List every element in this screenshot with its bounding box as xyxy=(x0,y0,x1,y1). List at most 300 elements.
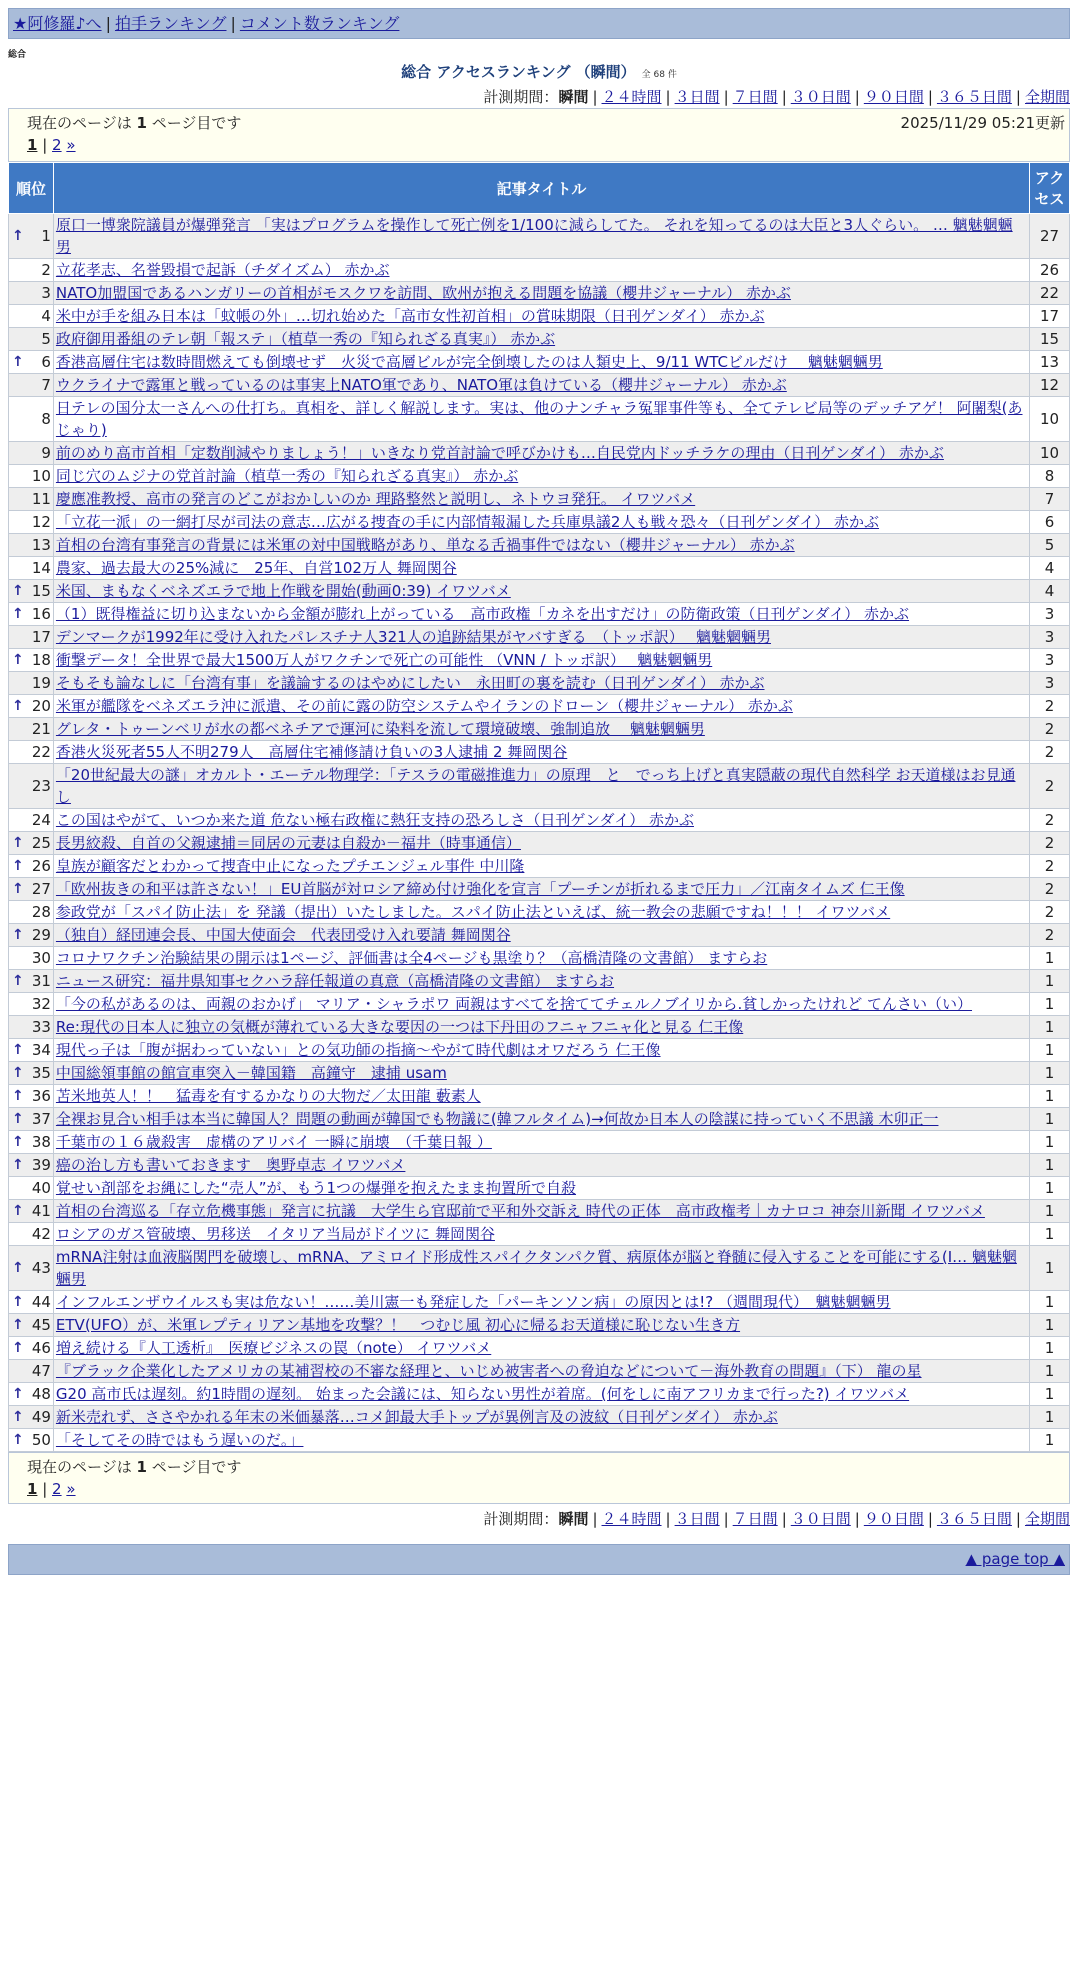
access-count: 3 xyxy=(1030,649,1070,672)
article-title-link[interactable]: mRNA注射は血液脳関門を破壊し、mRNA、アミロイド形成性スパイクタンパク質、病原体が脳と脊髄に侵入することを可能にする(I… 魑魅魍魎男 xyxy=(55,1248,1017,1288)
title-cell xyxy=(53,259,1029,282)
rank-cell xyxy=(9,1406,54,1429)
title-cell xyxy=(53,741,1029,764)
rank-number: 49 xyxy=(31,1408,51,1426)
period-option-link[interactable]: ３６５日間 xyxy=(936,1510,1012,1528)
table-row xyxy=(9,764,1070,809)
access-count: 1 xyxy=(1030,1246,1070,1291)
rank-cell xyxy=(9,442,54,465)
title-cell xyxy=(53,328,1029,351)
rank-number: 31 xyxy=(31,972,51,990)
total-count: 全 68 件 xyxy=(641,70,677,80)
article-title-link[interactable]: 同じ穴のムジナの党首討論（植草一秀の『知られざる真実』） 赤かぶ xyxy=(55,467,519,485)
table-row xyxy=(9,695,1070,718)
article-title-link[interactable]: 米中が手を組み日本は「蚊帳の外」…切れ始めた「高市女性初首相」の賞味期限（日刊ゲンダイ） 赤かぶ xyxy=(55,307,765,325)
rank-number: 14 xyxy=(31,559,51,577)
table-row xyxy=(9,1062,1070,1085)
article-title-link[interactable]: グレタ・トゥーンベリが水の都ベネチアで運河に染料を流して環境破壊、強制追放 魑魅魍魎男 xyxy=(55,720,705,738)
rank-up-arrow-icon: ↑ xyxy=(12,698,24,714)
rank-cell xyxy=(9,465,54,488)
title-cell xyxy=(53,832,1029,855)
rank-cell xyxy=(9,1154,54,1177)
article-title-link[interactable]: ロシアのガス管破壊、男移送 イタリア当局がドイツに 舞岡関谷 xyxy=(55,1225,495,1243)
home-link[interactable]: ★阿修羅♪へ xyxy=(13,14,102,33)
access-count: 2 xyxy=(1030,809,1070,832)
article-title-link[interactable]: 慶應准教授、高市の発言のどこがおかしいのか 理路整然と説明し、ネトウヨ発狂。 イワツバメ xyxy=(55,490,696,508)
article-title-link[interactable]: 覚せい剤部をお縄にした“売人”が、もう1つの爆弾を抱えたまま拘置所で自殺 xyxy=(55,1179,577,1197)
title-cell xyxy=(53,1108,1029,1131)
table-row xyxy=(9,557,1070,580)
title-cell xyxy=(53,764,1029,809)
rank-up-arrow-icon: ↑ xyxy=(12,1203,24,1219)
article-title-link[interactable]: インフルエンザウイルスも実は危ない！……美川憲一も発症した「パーキンソン病」の原因とは!? （週間現代） 魑魅魍魎男 xyxy=(55,1293,891,1311)
title-cell xyxy=(53,1429,1029,1452)
access-count: 2 xyxy=(1030,741,1070,764)
rank-up-arrow-icon: ↑ xyxy=(12,1065,24,1081)
article-title-link[interactable]: 現代っ子は「腹が据わっていない」との気功師の指摘～やがて時代劇はオワだろう 仁王像 xyxy=(55,1041,661,1059)
rank-number: 45 xyxy=(31,1316,51,1334)
access-count: 2 xyxy=(1030,832,1070,855)
title-cell xyxy=(53,557,1029,580)
page-top-link[interactable]: ▲ page top ▲ xyxy=(965,1550,1065,1568)
access-count: 2 xyxy=(1030,924,1070,947)
access-count: 1 xyxy=(1030,1429,1070,1452)
access-count: 27 xyxy=(1030,214,1070,259)
access-count: 1 xyxy=(1030,970,1070,993)
clap-ranking-link[interactable]: 拍手ランキング xyxy=(114,14,227,33)
rank-cell xyxy=(9,282,54,305)
rank-cell xyxy=(9,672,54,695)
rank-number: 7 xyxy=(41,376,51,394)
rank-up-arrow-icon: ↑ xyxy=(12,1409,24,1425)
table-row xyxy=(9,855,1070,878)
access-count: 13 xyxy=(1030,351,1070,374)
title-cell xyxy=(53,1154,1029,1177)
period-selector-top xyxy=(8,86,1070,108)
rank-number: 1 xyxy=(41,227,51,245)
period-separator: | xyxy=(781,88,787,106)
rank-number: 27 xyxy=(31,880,51,898)
title-cell xyxy=(53,511,1029,534)
title-cell xyxy=(53,1016,1029,1039)
access-count: 3 xyxy=(1030,672,1070,695)
period-separator: | xyxy=(854,1510,860,1528)
article-title-link[interactable]: デンマークが1992年に受け入れたパレスチナ人321人の追跡結果がヤバすぎる （トッポ訳） 魑魅魍魎男 xyxy=(55,628,771,646)
article-title-link[interactable]: 「立花一派」の一網打尽が司法の意志…広がる捜査の手に内部情報漏した兵庫県議2人も戦々恐々（日刊ゲンダイ） 赤かぶ xyxy=(55,513,880,531)
table-row xyxy=(9,465,1070,488)
rank-number: 39 xyxy=(31,1156,51,1174)
page-info-bottom xyxy=(8,1452,1070,1504)
page-2-link[interactable]: 2 xyxy=(52,1480,62,1498)
article-title-link[interactable]: この国はやがて、いつか来た道 危ない極右政権に熱狂支持の恐ろしさ（日刊ゲンダイ） 赤かぶ xyxy=(55,811,694,829)
article-title-link[interactable]: 「そしてその時ではもう遅いのだ。」 xyxy=(55,1431,304,1449)
rank-number: 19 xyxy=(31,674,51,692)
title-cell xyxy=(53,282,1029,305)
article-title-link[interactable]: 香港火災死者55人不明279人 高層住宅補修請け負いの3人逮捕 2 舞岡関谷 xyxy=(55,743,568,761)
page-2-link[interactable]: 2 xyxy=(52,136,62,154)
access-count: 7 xyxy=(1030,488,1070,511)
period-selector-bottom xyxy=(8,1508,1070,1530)
rank-number: 6 xyxy=(41,353,51,371)
table-row xyxy=(9,1246,1070,1291)
rank-number: 16 xyxy=(31,605,51,623)
rank-up-arrow-icon: ↑ xyxy=(12,1042,24,1058)
article-title-link[interactable]: 農家、過去最大の25%減に 25年、自営102万人 舞岡関谷 xyxy=(55,559,457,577)
rank-number: 48 xyxy=(31,1385,51,1403)
table-row xyxy=(9,832,1070,855)
title-cell xyxy=(53,1085,1029,1108)
period-option-link[interactable]: ７日間 xyxy=(732,1510,778,1528)
rank-cell xyxy=(9,1177,54,1200)
rank-up-arrow-icon: ↑ xyxy=(12,858,24,874)
title-cell xyxy=(53,1062,1029,1085)
access-count: 8 xyxy=(1030,465,1070,488)
title-cell xyxy=(53,1200,1029,1223)
rank-cell xyxy=(9,878,54,901)
rank-cell xyxy=(9,603,54,626)
table-row xyxy=(9,993,1070,1016)
period-option-link[interactable]: 全期間 xyxy=(1024,88,1070,106)
rank-cell xyxy=(9,1016,54,1039)
title-cell xyxy=(53,970,1029,993)
period-current: 瞬間 xyxy=(558,88,589,106)
bottom-bar xyxy=(8,1544,1070,1575)
article-title-link[interactable]: 前のめり高市首相「定数削減やりましょう！」いきなり党首討論で呼びかけも…自民党内ドッチラケの理由（日刊ゲンダイ） 赤かぶ xyxy=(55,444,944,462)
period-separator: | xyxy=(665,88,671,106)
rank-number: 42 xyxy=(31,1225,51,1243)
title-cell xyxy=(53,580,1029,603)
top-nav-bar xyxy=(8,8,1070,39)
access-count: 22 xyxy=(1030,282,1070,305)
rank-cell xyxy=(9,534,54,557)
article-title-link[interactable]: 政府御用番組のテレ朝「報ステ」（植草一秀の『知られざる真実』） 赤かぶ xyxy=(55,330,556,348)
rank-cell xyxy=(9,305,54,328)
article-title-link[interactable]: 癌の治し方も書いておきます 奥野卓志 イワツバメ xyxy=(55,1156,406,1174)
period-option-link[interactable]: ３６５日間 xyxy=(936,88,1012,106)
table-row xyxy=(9,259,1070,282)
table-row xyxy=(9,1360,1070,1383)
rank-number: 9 xyxy=(41,444,51,462)
title-cell xyxy=(53,809,1029,832)
access-count: 5 xyxy=(1030,534,1070,557)
table-row xyxy=(9,1200,1070,1223)
current-page-text: 現在のページは 1 ページ目です xyxy=(27,114,242,132)
access-count: 1 xyxy=(1030,1360,1070,1383)
col-header-rank: 順位 xyxy=(9,163,54,214)
article-title-link[interactable]: G20 高市氏は遅刻。約1時間の遅刻。 始まった会議には、知らない男性が着席。(何をしに南アフリカまで行った?) イワツバメ xyxy=(55,1385,910,1403)
article-title-link[interactable]: 首相の台湾巡る「存立危機事態」発言に抗議 大学生ら官邸前で平和外交訴え 時代の正体 高市政権考｜カナロコ 神奈川新聞 イワツバメ xyxy=(55,1202,985,1220)
pager: 1 | 2 » xyxy=(27,1480,76,1498)
rank-cell xyxy=(9,901,54,924)
access-count: 1 xyxy=(1030,1154,1070,1177)
rank-number: 28 xyxy=(31,903,51,921)
page-1-current: 1 xyxy=(27,1480,38,1498)
rank-cell xyxy=(9,695,54,718)
article-title-link[interactable]: 中国総領事館の館宣車突入－韓国籍 高鐘守 逮捕 usam xyxy=(55,1064,447,1082)
access-count: 1 xyxy=(1030,1291,1070,1314)
table-row xyxy=(9,1383,1070,1406)
rank-up-arrow-icon: ↑ xyxy=(12,1432,24,1448)
rank-cell xyxy=(9,970,54,993)
article-title-link[interactable]: 増え続ける『人工透析』 医療ビジネスの罠（note） イワツバメ xyxy=(55,1339,492,1357)
table-row xyxy=(9,809,1070,832)
rank-up-arrow-icon: ↑ xyxy=(12,973,24,989)
title-cell xyxy=(53,672,1029,695)
rank-number: 36 xyxy=(31,1087,51,1105)
period-label: 計測期間： xyxy=(483,88,559,106)
rank-number: 32 xyxy=(31,995,51,1013)
rank-cell xyxy=(9,718,54,741)
article-title-link[interactable]: 米軍が艦隊をベネズエラ沖に派遣、その前に露の防空システムやイランのドローン（櫻井ジャーナル） 赤かぶ xyxy=(55,697,793,715)
period-option-link[interactable]: ２４時間 xyxy=(601,88,662,106)
table-row xyxy=(9,718,1070,741)
table-row xyxy=(9,374,1070,397)
period-current: 瞬間 xyxy=(558,1510,589,1528)
updated-timestamp: 2025/11/29 05:21更新 xyxy=(900,114,1065,132)
rank-number: 5 xyxy=(41,330,51,348)
article-title-link[interactable]: ウクライナで露軍と戦っているのは事実上NATO軍であり、NATO軍は負けている（櫻井ジャーナル） 赤かぶ xyxy=(55,376,787,394)
rank-cell xyxy=(9,764,54,809)
access-count: 1 xyxy=(1030,947,1070,970)
rank-number: 41 xyxy=(31,1202,51,1220)
article-title-link[interactable]: 原口一博衆院議員が爆弾発言 「実はプログラムを操作して死亡例を1/100に減らしてた。 それを知ってるのは大臣と3人ぐらい。 … 魑魅魍魎男 xyxy=(55,216,1013,256)
title-cell xyxy=(53,855,1029,878)
period-option-link[interactable]: ３日間 xyxy=(674,88,720,106)
period-separator: | xyxy=(723,1510,729,1528)
rank-cell xyxy=(9,947,54,970)
title-cell xyxy=(53,1131,1029,1154)
title-cell xyxy=(53,1246,1029,1291)
article-title-link[interactable]: 千葉市の１６歳殺害 虚構のアリバイ 一瞬に崩壊 （千葉日報 ） xyxy=(55,1133,492,1151)
article-title-link[interactable]: 立花孝志、名誉毀損で起訴（チダイズム） 赤かぶ xyxy=(55,261,390,279)
title-cell xyxy=(53,993,1029,1016)
period-separator: | xyxy=(854,88,860,106)
article-title-link[interactable]: 「20世紀最大の謎」オカルト・エーテル物理学：「テスラの電磁推進力」の原理 と でっち上げと真実隠蔽の現代自然科学 お天道様はお見通し xyxy=(55,766,1016,806)
rank-up-arrow-icon: ↑ xyxy=(12,652,24,668)
period-separator: | xyxy=(1015,88,1021,106)
article-title-link[interactable]: Re:現代の日本人に独立の気概が薄れている大きな要因の一つは下丹田のフニャフニャ化と見る 仁王像 xyxy=(55,1018,744,1036)
access-count: 1 xyxy=(1030,1223,1070,1246)
rank-number: 25 xyxy=(31,834,51,852)
ranking-table xyxy=(8,162,1070,1452)
article-title-link[interactable]: 「欧州抜きの和平は許さない！」EU首脳が対ロシア締め付け強化を宣言「プーチンが折れるまで圧力」／江南タイムズ 仁王像 xyxy=(55,880,905,898)
access-count: 6 xyxy=(1030,511,1070,534)
table-row xyxy=(9,351,1070,374)
rank-number: 23 xyxy=(31,777,51,795)
title-cell xyxy=(53,1177,1029,1200)
article-title-link[interactable]: ETV(UFO）が、米軍レプティリアン基地を攻撃？！ つむじ風 初心に帰るお天道様に恥じない生き方 xyxy=(55,1316,741,1334)
table-row xyxy=(9,580,1070,603)
period-option-link[interactable]: ３０日間 xyxy=(790,88,851,106)
article-title-link[interactable]: ニュース研究：福井県知事セクハラ辞任報道の真意（高橋清隆の文書館） ますらお xyxy=(55,972,615,990)
period-separator: | xyxy=(781,1510,787,1528)
rank-number: 4 xyxy=(41,307,51,325)
period-separator: | xyxy=(723,88,729,106)
rank-up-arrow-icon: ↑ xyxy=(12,228,24,244)
table-row xyxy=(9,305,1070,328)
rank-up-arrow-icon: ↑ xyxy=(12,1134,24,1150)
rank-number: 3 xyxy=(41,284,51,302)
rank-cell xyxy=(9,1246,54,1291)
comment-ranking-link[interactable]: コメント数ランキング xyxy=(239,14,400,33)
article-title-link[interactable]: 首相の台湾有事発言の背景には米軍の対中国戦略があり、単なる舌禍事件ではない（櫻井ジャーナル） 赤かぶ xyxy=(55,536,795,554)
rank-cell xyxy=(9,993,54,1016)
rank-up-arrow-icon: ↑ xyxy=(12,1111,24,1127)
access-count: 2 xyxy=(1030,718,1070,741)
period-option-link[interactable]: ９０日間 xyxy=(863,1510,924,1528)
rank-number: 38 xyxy=(31,1133,51,1151)
table-row xyxy=(9,672,1070,695)
rank-number: 40 xyxy=(31,1179,51,1197)
rank-cell xyxy=(9,488,54,511)
access-count: 1 xyxy=(1030,1383,1070,1406)
rank-number: 10 xyxy=(31,467,51,485)
rank-up-arrow-icon: ↑ xyxy=(12,881,24,897)
access-count: 1 xyxy=(1030,1062,1070,1085)
rank-number: 50 xyxy=(31,1431,51,1449)
title-cell xyxy=(53,878,1029,901)
rank-number: 21 xyxy=(31,720,51,738)
period-separator: | xyxy=(665,1510,671,1528)
category-label: 総合 xyxy=(8,50,27,60)
table-row xyxy=(9,534,1070,557)
title-cell xyxy=(53,649,1029,672)
access-count: 1 xyxy=(1030,1108,1070,1131)
table-row xyxy=(9,1291,1070,1314)
page-title xyxy=(8,61,1070,82)
period-option-link[interactable]: ３０日間 xyxy=(790,1510,851,1528)
period-option-link[interactable]: ７日間 xyxy=(732,88,778,106)
rank-number: 17 xyxy=(31,628,51,646)
article-title-link[interactable]: 全裸お見合い相手は本当に韓国人？問題の動画が韓国でも物議に(韓フルタイム)→何故か日本人の陰謀に持っていく不思議 木卯正一 xyxy=(55,1110,939,1128)
article-title-link[interactable]: コロナワクチン治験結果の開示は1ページ、評価書は全4ページも黒塗り？（高橋清隆の文書館） ますらお xyxy=(55,949,768,967)
rank-cell xyxy=(9,832,54,855)
rank-number: 12 xyxy=(31,513,51,531)
rank-number: 46 xyxy=(31,1339,51,1357)
rank-cell xyxy=(9,855,54,878)
article-title-link[interactable]: 『ブラック企業化したアメリカの某補習校の不審な経理と、いじめ被害者への脅迫などについて－海外教育の問題』（下） 龍の星 xyxy=(55,1362,922,1380)
period-option-link[interactable]: 全期間 xyxy=(1024,1510,1070,1528)
article-title-link[interactable]: 苫米地英人！！ 猛毒を有するかなりの大物だ／太田龍 藪素人 xyxy=(55,1087,481,1105)
rank-number: 20 xyxy=(31,697,51,715)
access-count: 1 xyxy=(1030,993,1070,1016)
article-title-link[interactable]: 「今の私があるのは、両親のおかげ」 マリア・シャラポワ 両親はすべてを捨ててチェルノブイリから.貧しかったけれど てんさい（い） xyxy=(55,995,973,1013)
table-row xyxy=(9,1177,1070,1200)
pager: 1 | 2 » xyxy=(27,136,76,154)
article-title-link[interactable]: （1）既得権益に切り込まないから金額が膨れ上がっている 高市政権「カネを出すだけ」の防衛政策（日刊ゲンダイ） 赤かぶ xyxy=(55,605,910,623)
table-row xyxy=(9,328,1070,351)
nav-separator: | xyxy=(105,14,111,33)
title-cell xyxy=(53,397,1029,442)
rank-number: 37 xyxy=(31,1110,51,1128)
rank-cell xyxy=(9,1291,54,1314)
article-title-link[interactable]: 皇族が顧客だとわかって捜査中止になったプチエンジェル事件 中川隆 xyxy=(55,857,525,875)
title-cell xyxy=(53,1383,1029,1406)
article-title-link[interactable]: 香港高層住宅は数時間燃えても倒壊せず 火災で高層ビルが完全倒壊したのは人類史上、9/11 WTCビルだけ 魑魅魍魎男 xyxy=(55,353,883,371)
title-cell xyxy=(53,1039,1029,1062)
current-page-text: 現在のページは 1 ページ目です xyxy=(27,1458,242,1476)
title-cell xyxy=(53,1314,1029,1337)
access-count: 2 xyxy=(1030,855,1070,878)
rank-number: 43 xyxy=(31,1259,51,1277)
article-title-link[interactable]: 参政党が「スパイ防止法」を 発議（提出）いたしました。スパイ防止法といえば、統一教会の悲願ですね！！！ イワツバメ xyxy=(55,903,891,921)
period-option-link[interactable]: ９０日間 xyxy=(863,88,924,106)
rank-cell xyxy=(9,649,54,672)
period-option-link[interactable]: ２４時間 xyxy=(601,1510,662,1528)
table-row xyxy=(9,1085,1070,1108)
period-separator: | xyxy=(927,1510,933,1528)
title-cell xyxy=(53,305,1029,328)
rank-cell xyxy=(9,259,54,282)
next-page-link[interactable]: » xyxy=(66,1480,76,1498)
period-separator: | xyxy=(927,88,933,106)
period-option-link[interactable]: ３日間 xyxy=(674,1510,720,1528)
rank-up-arrow-icon: ↑ xyxy=(12,354,24,370)
table-row xyxy=(9,511,1070,534)
article-title-link[interactable]: 日テレの国分太一さんへの仕打ち。真相を、詳しく解説します。実は、他のナンチャラ冤罪事件等も、全てテレビ局等のデッチアゲ！ 阿闍梨(あじゃり) xyxy=(55,399,1023,439)
page-1-current: 1 xyxy=(27,136,38,154)
rank-cell xyxy=(9,1429,54,1452)
rank-cell xyxy=(9,511,54,534)
access-count: 10 xyxy=(1030,397,1070,442)
table-row xyxy=(9,741,1070,764)
article-title-link[interactable]: 長男絞殺、自首の父親逮捕＝同居の元妻は自殺か－福井（時事通信） xyxy=(55,834,521,852)
title-cell xyxy=(53,534,1029,557)
rank-up-arrow-icon: ↑ xyxy=(12,1386,24,1402)
rank-up-arrow-icon: ↑ xyxy=(12,1317,24,1333)
rank-cell xyxy=(9,809,54,832)
table-row xyxy=(9,1108,1070,1131)
table-row xyxy=(9,1337,1070,1360)
rank-up-arrow-icon: ↑ xyxy=(12,1340,24,1356)
title-cell xyxy=(53,351,1029,374)
access-count: 2 xyxy=(1030,695,1070,718)
article-title-link[interactable]: 米国、まもなくベネズエラで地上作戦を開始(動画0:39) イワツバメ xyxy=(55,582,511,600)
rank-number: 15 xyxy=(31,582,51,600)
article-title-link[interactable]: NATO加盟国であるハンガリーの首相がモスクワを訪問、欧州が抱える問題を協議（櫻井ジャーナル） 赤かぶ xyxy=(55,284,791,302)
rank-number: 29 xyxy=(31,926,51,944)
rank-up-arrow-icon: ↑ xyxy=(12,1088,24,1104)
rank-cell xyxy=(9,1314,54,1337)
rank-up-arrow-icon: ↑ xyxy=(12,1260,24,1276)
rank-cell xyxy=(9,1108,54,1131)
access-count: 1 xyxy=(1030,1177,1070,1200)
rank-number: 2 xyxy=(41,261,51,279)
title-cell xyxy=(53,442,1029,465)
table-row xyxy=(9,1406,1070,1429)
rank-up-arrow-icon: ↑ xyxy=(12,583,24,599)
article-title-link[interactable]: 新米売れず、ささやかれる年末の米価暴落…コメ卸最大手トップが異例言及の波紋（日刊ゲンダイ） 赤かぶ xyxy=(55,1408,778,1426)
rank-cell xyxy=(9,1223,54,1246)
table-row xyxy=(9,878,1070,901)
table-row xyxy=(9,970,1070,993)
access-count: 1 xyxy=(1030,1314,1070,1337)
rank-number: 44 xyxy=(31,1293,51,1311)
article-title-link[interactable]: 衝撃データ！全世界で最大1500万人がワクチンで死亡の可能性 （VNN / トッポ訳） 魑魅魍魎男 xyxy=(55,651,713,669)
rank-up-arrow-icon: ↑ xyxy=(12,835,24,851)
article-title-link[interactable]: （独自）経団連会長、中国大使面会 代表団受け入れ要請 舞岡関谷 xyxy=(55,926,511,944)
table-row xyxy=(9,947,1070,970)
title-cell xyxy=(53,1337,1029,1360)
table-row xyxy=(9,442,1070,465)
table-row xyxy=(9,488,1070,511)
rank-number: 18 xyxy=(31,651,51,669)
next-page-link[interactable]: » xyxy=(66,136,76,154)
period-label: 計測期間： xyxy=(483,1510,559,1528)
table-row xyxy=(9,1131,1070,1154)
rank-number: 34 xyxy=(31,1041,51,1059)
article-title-link[interactable]: そもそも論なしに「台湾有事」を議論するのはやめにしたい 永田町の裏を読む（日刊ゲンダイ） 赤かぶ xyxy=(55,674,765,692)
